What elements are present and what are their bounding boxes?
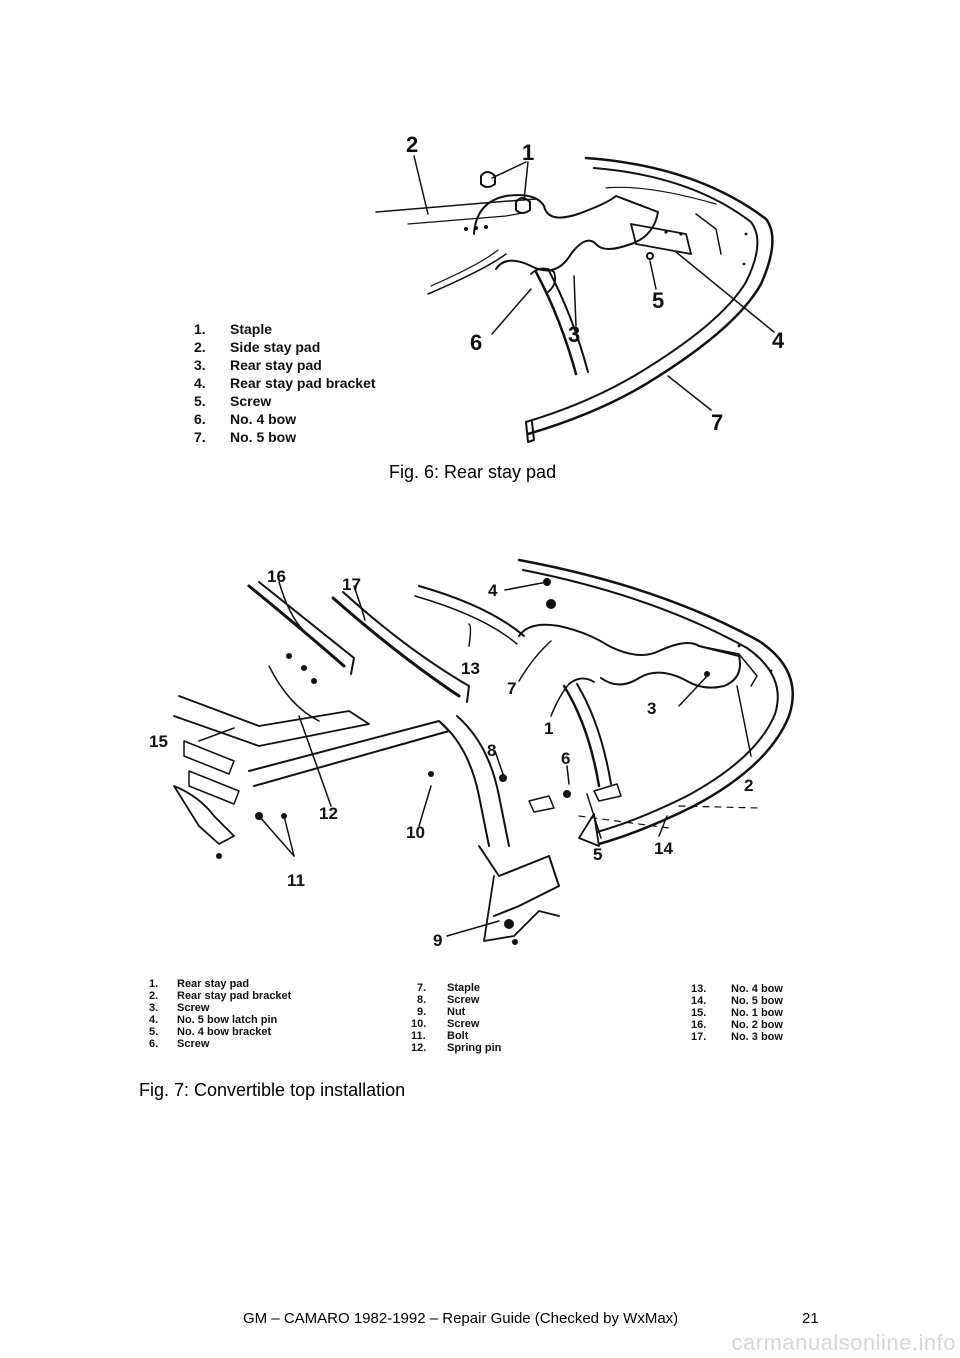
- figure-7-drawing: [139, 546, 819, 1076]
- callout-label: 2: [406, 132, 419, 157]
- callout-label: 4: [772, 328, 784, 353]
- legend-number: 10.: [411, 1018, 427, 1030]
- callout-label: 6: [561, 749, 571, 768]
- legend-text: Screw: [177, 1002, 210, 1014]
- callout-label: 14: [654, 839, 673, 858]
- legend-number: 3.: [194, 357, 206, 373]
- legend-number: 5.: [149, 1026, 159, 1038]
- callout-label: 1: [522, 140, 535, 165]
- legend-text: No. 5 bow: [731, 995, 783, 1007]
- callout-label: 2: [744, 776, 754, 795]
- legend-text: Screw: [447, 1018, 480, 1030]
- callout-label: 1: [544, 719, 554, 738]
- figure-7-legend-column-1: [149, 978, 292, 1050]
- legend-number: 5.: [194, 393, 206, 409]
- legend-text: No. 4 bow: [230, 411, 297, 427]
- callout-label: 5: [652, 288, 665, 313]
- legend-number: 4.: [194, 375, 206, 391]
- callout-label: 3: [647, 699, 657, 718]
- callout-label: 5: [593, 845, 603, 864]
- legend-text: Staple: [447, 982, 481, 994]
- page-number: 21: [802, 1310, 819, 1327]
- callout-label: 12: [319, 804, 338, 823]
- legend-text: Bolt: [447, 1030, 469, 1042]
- callout-label: 3: [568, 322, 581, 347]
- legend-text: Rear stay pad: [230, 357, 322, 373]
- legend-number: 17.: [691, 1031, 707, 1043]
- legend-text: Screw: [447, 994, 480, 1006]
- legend-text: Staple: [230, 321, 273, 337]
- legend-number: 2.: [149, 990, 159, 1002]
- legend-number: 4.: [149, 1014, 159, 1026]
- callout-label: 6: [470, 330, 483, 355]
- figure-6-drawing: [176, 104, 784, 456]
- legend-number: 9.: [417, 1006, 427, 1018]
- legend-number: 15.: [691, 1007, 707, 1019]
- callout-label: 10: [406, 823, 425, 842]
- legend-text: Rear stay pad: [177, 978, 250, 990]
- legend-number: 2.: [194, 339, 206, 355]
- legend-text: Side stay pad: [230, 339, 321, 355]
- legend-number: 6.: [149, 1038, 159, 1050]
- legend-text: No. 4 bow: [731, 983, 783, 995]
- figure-7-legend-column-2: [411, 982, 502, 1054]
- legend-number: 7.: [417, 982, 427, 994]
- legend-text: Nut: [447, 1006, 466, 1018]
- legend-number: 14.: [691, 995, 707, 1007]
- legend-number: 3.: [149, 1002, 159, 1014]
- legend-number: 1.: [194, 321, 206, 337]
- callout-label: 11: [287, 871, 305, 890]
- legend-text: Screw: [177, 1038, 210, 1050]
- legend-text: Rear stay pad bracket: [230, 375, 376, 391]
- legend-number: 16.: [691, 1019, 707, 1031]
- watermark: carmanualsonline.info: [731, 1330, 956, 1355]
- legend-number: 6.: [194, 411, 206, 427]
- callout-label: 16: [267, 567, 286, 586]
- legend-text: No. 3 bow: [731, 1031, 783, 1043]
- figure-6-caption: Fig. 6: Rear stay pad: [389, 462, 557, 482]
- callout-label: 13: [461, 659, 480, 678]
- legend-number: 8.: [417, 994, 427, 1006]
- figure-7-illustration: [139, 546, 819, 1076]
- legend-text: No. 4 bow bracket: [177, 1026, 272, 1038]
- footer-title: GM – CAMARO 1982-1992 – Repair Guide (Checked by WxMax): [243, 1310, 679, 1327]
- callout-label: 4: [488, 581, 498, 600]
- callout-label: 7: [711, 410, 724, 435]
- figure-7-caption: Fig. 7: Convertible top installation: [139, 1080, 406, 1100]
- callout-label: 15: [149, 732, 168, 751]
- figure-6-illustration: [176, 104, 784, 456]
- figure-6-legend: [194, 321, 376, 445]
- figure-7-legend-column-3: [691, 983, 783, 1043]
- callout-label: 9: [433, 931, 443, 950]
- legend-text: Screw: [230, 393, 272, 409]
- legend-number: 11.: [411, 1030, 426, 1042]
- legend-number: 7.: [194, 429, 206, 445]
- legend-text: No. 2 bow: [731, 1019, 783, 1031]
- legend-text: No. 1 bow: [731, 1007, 783, 1019]
- legend-text: Rear stay pad bracket: [177, 990, 292, 1002]
- legend-text: No. 5 bow: [230, 429, 297, 445]
- legend-number: 1.: [149, 978, 159, 990]
- callout-label: 8: [487, 741, 497, 760]
- legend-text: Spring pin: [447, 1042, 502, 1054]
- legend-number: 13.: [691, 983, 707, 995]
- legend-number: 12.: [411, 1042, 427, 1054]
- legend-text: No. 5 bow latch pin: [177, 1014, 278, 1026]
- callout-label: 7: [507, 679, 517, 698]
- callout-label: 17: [342, 575, 361, 594]
